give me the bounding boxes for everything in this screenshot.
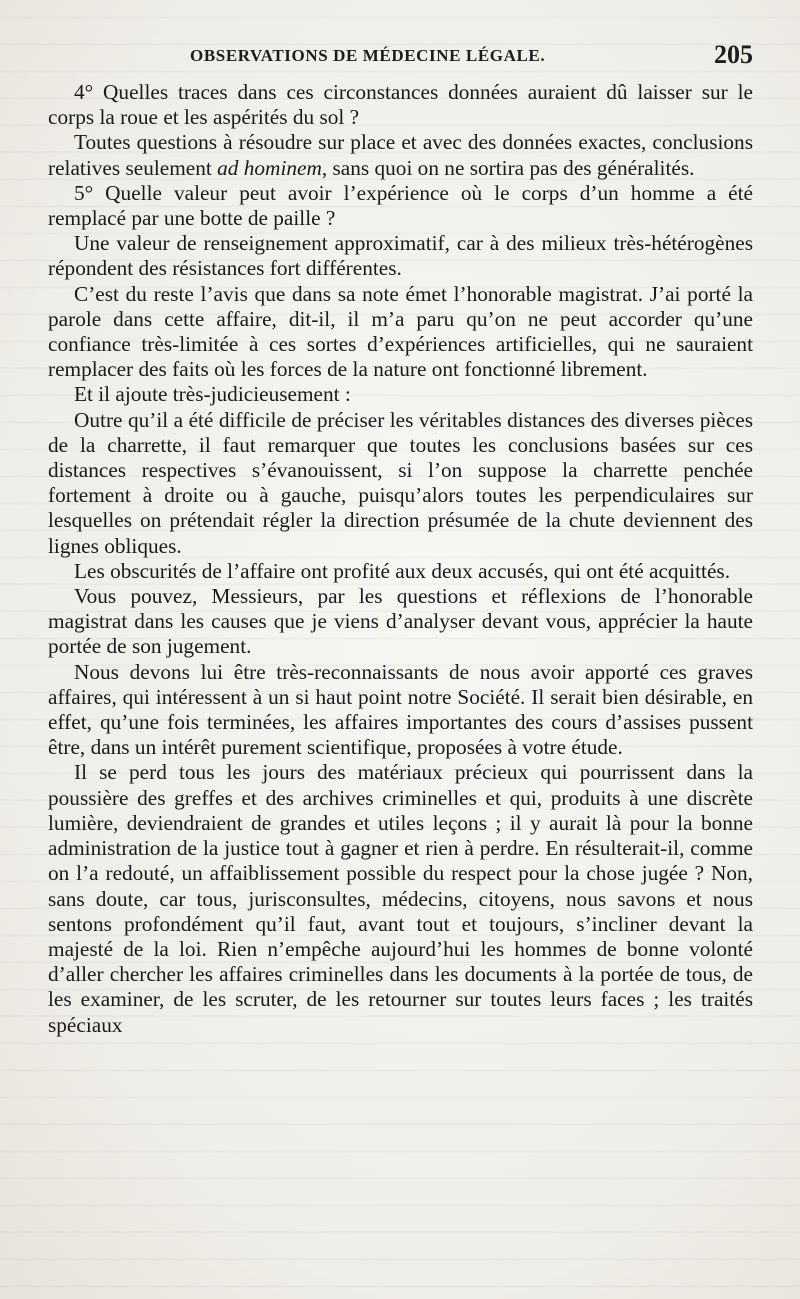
- paragraph-question-4: 4° Quelles traces dans ces circonstances données auraient dû laisser sur le corps la roue et les aspérités du sol ?: [48, 80, 753, 130]
- paragraph-answer-5: Une valeur de renseignement approximatif, car à des milieux très-hétérogènes répondent des résistances fort différentes.: [48, 231, 753, 281]
- page-header: [48, 38, 753, 74]
- running-head-title: OBSERVATIONS DE MÉDECINE LÉGALE.: [190, 46, 546, 65]
- italic-phrase: ad hominem: [217, 155, 322, 180]
- paragraph-address: Vous pouvez, Messieurs, par les questions et réflexions de l’honorable magistrat dans les causes que je viens d’analyser devant vous, apprécier la haute portée de son jugement.: [48, 584, 753, 659]
- paragraph-gratitude: Nous devons lui être très-reconnaissants de nous avoir apporté ces graves affaires, qui intéressent à un si haut point notre Société. Il serait bien désirable, en effet, qu’une fois terminées, les affaires importantes des cours d’assises pussent être, dans un intérêt purement scientifique, proposées à votre étude.: [48, 659, 753, 760]
- paragraph-magistrate-opinion: C’est du reste l’avis que dans sa note émet l’honorable magistrat. J’ai porté la parole dans cette affaire, dit-il, il m’a paru qu’on ne peut accorder qu’une confiance très-limitée à ces sortes d’expériences artificielles, qui ne sauraient remplacer des faits où les forces de la nature ont fonctionné librement.: [48, 281, 753, 382]
- paragraph-archives: Il se perd tous les jours des matériaux précieux qui pourrissent dans la poussière des greffes et des archives criminelles et qui, produits à une discrète lumière, deviendraient de grandes et utiles leçons ; il y aurait là pour la bonne administration de la justice tout à gagner et rien à perdre. En résulterait-il, comme on l’a redouté, un affaiblissement possible du respect pour la chose jugée ? Non, sans doute, car tous, jurisconsultes, médecins, citoyens, nous savons et nous sentons profondément qu’il faut, avant tout et toujours, s’incliner devant la majesté de la loi. Rien n’empêche aujourd’hui les hommes de bonne volonté d’aller chercher les affaires criminelles dans les documents à la portée de tous, de les examiner, de les scruter, de les retourner sur toutes leurs faces ; les traités spéciaux: [48, 760, 753, 1037]
- body-text: [48, 80, 753, 1275]
- paragraph-conclusions: Toutes questions à résoudre sur place et avec des données exactes, conclusions relatives seulement ad hominem, sans quoi on ne sortira pas des généralités.: [48, 130, 753, 180]
- paragraph-charrette: Outre qu’il a été difficile de préciser les véritables distances des diverses pièces de la charrette, il faut remarquer que toutes les conclusions basées sur ces distances respectives s’évanouissent, si l’on suppose la charrette penchée fortement à droite ou à gauche, puisqu’alors toutes les perpendiculaires sur lesquelles on prétendait régler la direction présumée de la chute deviennent des lignes obliques.: [48, 407, 753, 558]
- page-number: 205: [714, 40, 753, 69]
- paragraph-transition: Et il ajoute très-judicieusement :: [74, 382, 351, 407]
- paragraph-acquittal: Les obscurités de l’affaire ont profité aux deux accusés, qui ont été acquittés.: [74, 558, 731, 583]
- paragraph-question-5: 5° Quelle valeur peut avoir l’expérience où le corps d’un homme a été remplacé par une botte de paille ?: [48, 180, 753, 231]
